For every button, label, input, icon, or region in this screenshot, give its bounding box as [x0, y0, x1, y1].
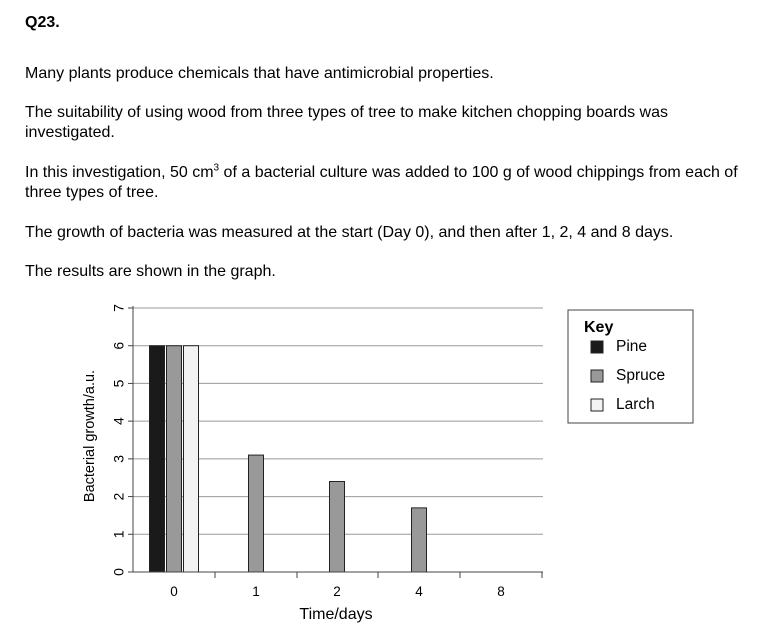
y-tick-label: 6 [110, 341, 127, 350]
chart-legend [568, 310, 693, 423]
legend-label-pine: Pine [616, 338, 648, 356]
intro-paragraph: Many plants produce chemicals that have antimicrobial properties. [25, 65, 494, 82]
method-text-superscript: 3 [213, 162, 220, 174]
method-paragraph [25, 163, 750, 203]
question-number: Q23. [25, 14, 60, 31]
legend-swatch-larch [591, 399, 603, 411]
x-axis-title: Time/days [299, 606, 373, 623]
x-tick-label: 4 [415, 584, 423, 599]
investigation-paragraph: The suitability of using wood from three types of tree to make kitchen chopping boards was investigated. [25, 104, 669, 141]
y-tick-label: 4 [110, 417, 127, 426]
bar-spruce-day-4 [412, 508, 427, 572]
y-tick-label: 1 [110, 530, 127, 539]
results-intro: The results are shown in the graph. [25, 263, 276, 280]
bar-spruce-day-2 [330, 481, 345, 572]
y-axis-title: Bacterial growth/a.u. [82, 369, 98, 503]
x-tick-label: 2 [333, 584, 341, 599]
y-tick-label: 2 [110, 492, 127, 501]
y-tick-label: 0 [110, 568, 127, 576]
x-tick-label: 1 [252, 584, 260, 599]
legend-swatch-pine [591, 341, 603, 353]
method-text-end: of a bacterial culture was added to 100 g of wood chippings from each of three types of tree. [25, 164, 738, 201]
method-text-start: In this investigation, 50 cm [25, 164, 214, 181]
y-tick-label: 5 [110, 379, 127, 388]
y-tick-label: 3 [110, 454, 127, 463]
y-tick-label: 7 [110, 304, 127, 312]
bacterial-growth-chart [0, 290, 757, 636]
bar-larch-day-0 [184, 346, 199, 572]
legend-label-spruce: Spruce [616, 367, 666, 385]
legend-title: Key [584, 319, 614, 336]
x-tick-label: 0 [170, 584, 178, 599]
bar-pine-day-0 [150, 346, 165, 572]
bar-spruce-day-0 [167, 346, 182, 572]
x-tick-label: 8 [497, 584, 505, 599]
measurement-paragraph: The growth of bacteria was measured at the start (Day 0), and then after 1, 2, 4 and 8 days. [25, 224, 674, 241]
bar-spruce-day-1 [249, 455, 264, 572]
legend-swatch-spruce [591, 370, 603, 382]
legend-label-larch: Larch [616, 396, 655, 414]
